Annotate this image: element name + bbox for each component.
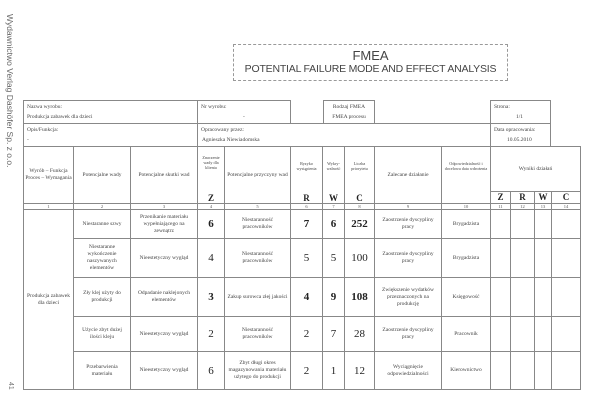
row1-severity: 6	[197, 209, 225, 239]
row3-result-c	[551, 277, 581, 317]
row4-detection: 7	[322, 316, 345, 352]
product-no-value: -	[243, 114, 245, 120]
col-number-4: 4	[197, 203, 225, 210]
description-value: -	[27, 137, 29, 143]
row2-severity: 4	[197, 238, 225, 278]
header-rpn-letter: C	[356, 193, 363, 203]
row1-rpn: 252	[344, 209, 375, 239]
header-severity-label: Znaczenie wady dla klienta	[202, 155, 220, 170]
row2-detection: 5	[322, 238, 345, 278]
row1-occurrence: 7	[290, 209, 323, 239]
row5-responsibility: Kierownictwo	[441, 351, 491, 390]
row5-effect: Nieestetyczny wygląd	[130, 351, 198, 390]
header-responsibility-label: Odpowiedzialność i docelowa data wdrożenia	[444, 161, 488, 171]
row4-rpn: 28	[344, 316, 375, 352]
header-effects-label: Potencjalne skutki wad	[138, 171, 190, 178]
header-responsibility	[441, 146, 491, 204]
col-number-13: 13	[534, 203, 552, 210]
col-number-6: 6	[290, 203, 323, 210]
col-number-7: 7	[322, 203, 345, 210]
row3-effect: Odpadanie naklejonych elementów	[130, 277, 198, 317]
row2-cause: Niestaranność pracowników	[224, 238, 291, 278]
publisher-side-text	[3, 14, 17, 214]
header-function-label: Wyrób – Funkcja Proces – Wymagania	[25, 168, 72, 181]
row5-defect: Przebarwienia materiału	[73, 351, 131, 390]
header-causes-label: Potencjalne przyczyny wad	[227, 171, 288, 178]
header-result-c-label: C	[562, 192, 570, 202]
row3-rpn: 108	[344, 277, 375, 317]
row4-action: Zaostrzenie dyscypliny pracy	[374, 316, 442, 352]
date-value: 10.05.2010	[507, 137, 532, 143]
row4-defect: Użycie zbyt dużej ilości kleju	[73, 316, 131, 352]
header-results	[490, 146, 581, 192]
row2-occurrence: 5	[290, 238, 323, 278]
col-number-14: 14	[551, 203, 581, 210]
row2-result-z	[490, 238, 511, 278]
header-causes	[224, 146, 291, 204]
row2-result-r	[510, 238, 535, 278]
product-name-label: Nazwa wyrobu:	[27, 104, 62, 110]
page-number	[4, 382, 18, 396]
header-defects	[73, 146, 131, 204]
header-detection	[322, 146, 345, 204]
fmea-type-value: FMEA procesu	[332, 114, 366, 120]
prepared-by-label: Opracowany przez:	[201, 127, 244, 133]
header-result-w-label: W	[538, 192, 548, 202]
row3-cause: Zakup surowca złej jakości	[224, 277, 291, 317]
product-no-cell	[197, 100, 291, 124]
row4-result-r	[510, 316, 535, 352]
description-label: Opis/Funkcja:	[27, 127, 59, 133]
row4-cause: Niestaranność pracowników	[224, 316, 291, 352]
col-number-2: 2	[73, 203, 131, 210]
row4-result-z	[490, 316, 511, 352]
header-recommended-action-label: Zalecane działanie	[387, 171, 429, 178]
row3-defect: Zły klej użyty do produkcji	[73, 277, 131, 317]
header-severity-letter: Z	[207, 193, 214, 203]
row4-result-c	[551, 316, 581, 352]
header-effects	[130, 146, 198, 204]
row1-detection: 6	[322, 209, 345, 239]
row1-cause: Niestaranność pracowników	[224, 209, 291, 239]
header-detection-letter: W	[329, 193, 338, 203]
row3-result-z	[490, 277, 511, 317]
row3-action: Zwiększenie wydatków przeznaczonych na produkcję	[374, 277, 442, 317]
row2-result-c	[551, 238, 581, 278]
row5-result-c	[551, 351, 581, 390]
header-rpn	[344, 146, 375, 204]
header-occurrence	[290, 146, 323, 204]
row1-result-c	[551, 209, 581, 239]
col-number-8: 8	[344, 203, 375, 210]
fmea-type-cell	[323, 100, 375, 124]
row2-action: Zaostrzenie dyscypliny pracy	[374, 238, 442, 278]
row4-occurrence: 2	[290, 316, 323, 352]
page-cell	[490, 100, 551, 124]
header-function	[23, 146, 74, 204]
header-defects-label: Potencjalne wady	[82, 171, 122, 178]
col-number-11: 11	[490, 203, 511, 210]
row5-occurrence: 2	[290, 351, 323, 390]
header-occurrence-letter: R	[303, 193, 310, 203]
header-occurrence-label: Ryzyko wystąpienia	[296, 161, 317, 171]
product-name-value: Produkcja zabawek dla dzieci	[27, 114, 93, 120]
row3-occurrence: 4	[290, 277, 323, 317]
description-cell	[23, 123, 198, 147]
row1-effect: Przenikanie materiału wypełniającego na zewnątrz	[130, 209, 198, 239]
row1-defect: Niestaranne szwy	[73, 209, 131, 239]
row1-result-z	[490, 209, 511, 239]
header-recommended-action	[374, 146, 442, 204]
header-result-z-label: Z	[497, 192, 504, 202]
document-title-box	[233, 44, 508, 81]
row2-defect: Niestaranne wykończenie naszywanych elementów	[73, 238, 131, 278]
fmea-type-label: Rodzaj FMEA	[332, 104, 366, 110]
row4-effect: Nieestetyczny wygląd	[130, 316, 198, 352]
col-number-10: 10	[441, 203, 491, 210]
row1-responsibility: Brygadzista	[441, 209, 491, 239]
row5-result-z	[490, 351, 511, 390]
row2-result-w	[534, 238, 552, 278]
date-cell	[490, 123, 551, 147]
date-label: Data opracowania:	[494, 127, 536, 133]
product-no-label: Nr wyrobu:	[201, 104, 227, 110]
row3-responsibility: Księgowość	[441, 277, 491, 317]
header-rpn-label: Liczba priorytetu	[351, 161, 368, 171]
publisher-label: Wydawnictwo Verlag Dashöfer Sp. z o.o.	[5, 14, 15, 168]
page-label: Strona:	[494, 104, 510, 110]
row2-rpn: 100	[344, 238, 375, 278]
col-number-5: 5	[224, 203, 291, 210]
header-severity	[197, 146, 225, 204]
row3-result-r	[510, 277, 535, 317]
row1-action: Zaostrzenie dyscypliny pracy	[374, 209, 442, 239]
row5-detection: 1	[322, 351, 345, 390]
row1-result-r	[510, 209, 535, 239]
row5-severity: 6	[197, 351, 225, 390]
row5-result-w	[534, 351, 552, 390]
page-value: 1/1	[516, 114, 524, 120]
row5-rpn: 12	[344, 351, 375, 390]
header-detection-label: Wykry-walność	[326, 161, 341, 171]
header-results-label: Wyniki działań	[518, 165, 553, 172]
col-number-3: 3	[130, 203, 198, 210]
row4-result-w	[534, 316, 552, 352]
title-fmea: FMEA	[352, 48, 389, 63]
col-number-9: 9	[374, 203, 442, 210]
header-result-r-label: R	[519, 192, 526, 202]
col-number-12: 12	[510, 203, 535, 210]
row3-severity: 3	[197, 277, 225, 317]
title-subtitle: POTENTIAL FAILURE MODE AND EFFECT ANALYSIS	[244, 63, 497, 75]
col-number-1: 1	[23, 203, 74, 210]
row4-responsibility: Pracownik	[441, 316, 491, 352]
row3-result-w	[534, 277, 552, 317]
prepared-by-value: Agnieszka Niewiadomska	[202, 137, 260, 143]
process-cell	[23, 209, 74, 390]
row5-action: Wyciągnięcie odpowiedzialności	[374, 351, 442, 390]
product-name-cell	[23, 100, 198, 124]
row4-severity: 2	[197, 316, 225, 352]
row1-result-w	[534, 209, 552, 239]
row2-effect: Nieestetyczny wygląd	[130, 238, 198, 278]
process-label: Produkcja zabawek dla dzieci	[27, 292, 70, 306]
row3-detection: 9	[322, 277, 345, 317]
row5-cause: Zbyt długi okres magazynowania materiału użytego do produkcji	[224, 351, 291, 390]
row2-responsibility: Brygadzista	[441, 238, 491, 278]
prepared-by-cell	[197, 123, 491, 147]
row5-result-r	[510, 351, 535, 390]
page-number-label: 41	[7, 382, 14, 390]
